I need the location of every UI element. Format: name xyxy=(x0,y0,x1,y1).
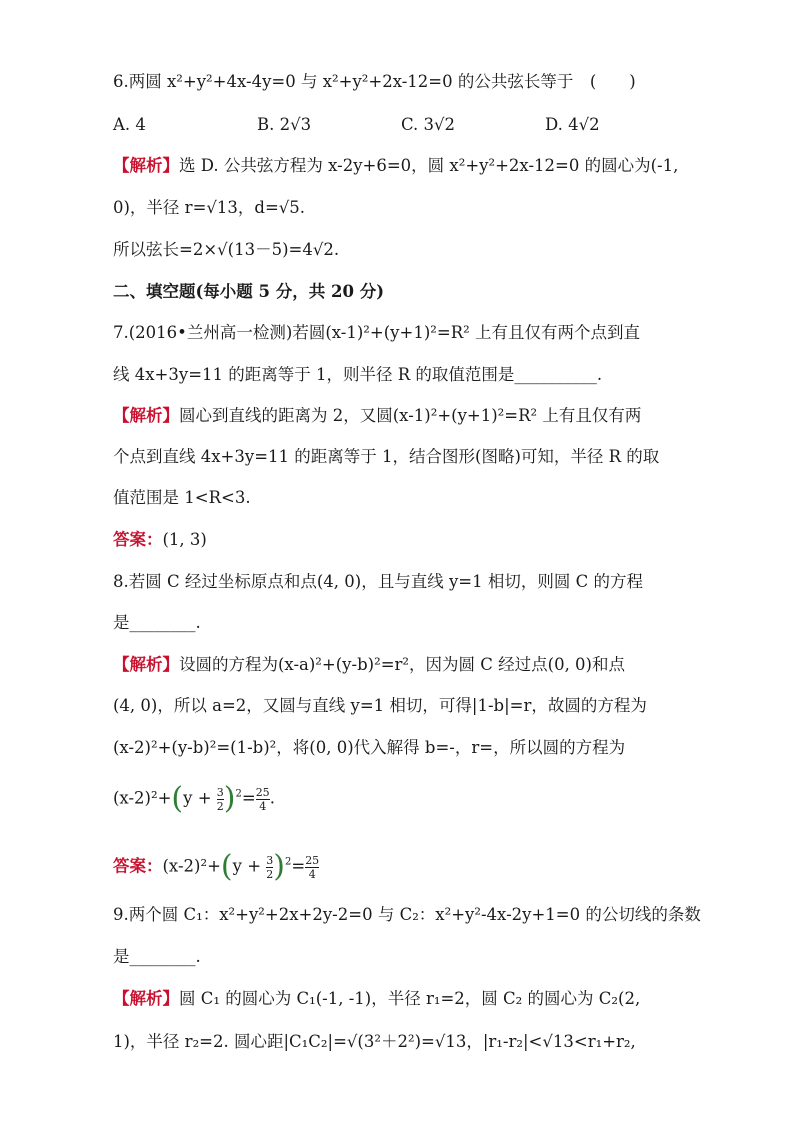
q8-solution-line-4: (x-2)²+(y + $\frac{3}{2}$ )$^2$= $\frac{25}{4}$ . xyxy=(113,781,275,816)
q9-solution-line-2: 1)，半径 r₂=2. 圆心距|C₁C₂|=√(3²＋2²)=√13，|r₁-r₂|<√13<r₁+r₂, xyxy=(113,1032,636,1051)
q8-solution-text-1: 设圆的方程为(x-a)²+(y-b)²=r²，因为圆 C 经过点(0, 0)和点 xyxy=(179,655,625,674)
q6-options xyxy=(113,114,689,136)
q6-option-a: A. 4 xyxy=(113,115,146,134)
q8-solution-line-3: (x-2)²+(y-b)²=(1-b)²，将(0, 0)代入解得 b=-，r=，所以圆的方程为 xyxy=(113,738,626,757)
q8-answer-prefix: (x-2)²+ xyxy=(162,856,221,876)
q8-answer: 答案：(x-2)²+(y + $\frac{3}{2}$ )$^2$= $\frac{25}{4}$ xyxy=(113,849,320,884)
q8-sol-rhs-fraction: $\frac{25}{4}$ xyxy=(255,785,270,813)
q8-analysis-tag: 【解析】 xyxy=(113,655,179,674)
q6-analysis-tag: 【解析】 xyxy=(113,156,179,175)
q7-solution-line-3: 值范围是 1<R<3. xyxy=(113,488,251,507)
q8-sol-fraction: $\frac{3}{2}$ xyxy=(216,785,224,813)
q7-solution-text-1: 圆心到直线的距离为 2，又圆(x-1)²+(y+1)²=R² 上有且仅有两 xyxy=(179,406,642,425)
q8-stem-line-1: 8.若圆 C 经过坐标原点和点(4, 0)，且与直线 y=1 相切，则圆 C 的方程 xyxy=(113,572,643,591)
q8-answer-rhs-fraction: $\frac{25}{4}$ xyxy=(305,853,320,881)
q8-solution-line-2: (4, 0)，所以 a=2，又圆与直线 y=1 相切，可得|1-b|=r，故圆的方程为 xyxy=(113,696,647,715)
q6-option-d: D. 4√2 xyxy=(545,115,600,134)
q6-solution-line-1 xyxy=(113,155,678,177)
q7-analysis-tag: 【解析】 xyxy=(113,406,179,425)
q7-answer-label: 答案： xyxy=(113,530,163,549)
q9-analysis-tag: 【解析】 xyxy=(113,989,179,1008)
q7-solution-line-1 xyxy=(113,405,641,427)
q6-solution-text-1: 选 D. 公共弦方程为 x-2y+6=0，圆 x²+y²+2x-12=0 的圆心为(-1, xyxy=(179,156,679,175)
q8-answer-label: 答案： xyxy=(113,856,163,876)
q6-option-b: B. 2√3 xyxy=(257,115,312,134)
q6-solution-line-2: 0)，半径 r=√13，d=√5. xyxy=(113,198,306,217)
q6-solution-line-3: 所以弦长=2×√(13－5)=4√2. xyxy=(113,240,340,259)
q7-stem-line-1: 7.(2016•兰州高一检测)若圆(x-1)²+(y+1)²=R² 上有且仅有两个点到直 xyxy=(113,323,640,342)
q9-solution-text-1: 圆 C₁ 的圆心为 C₁(-1, -1)，半径 r₁=2，圆 C₂ 的圆心为 C₂(2, xyxy=(179,989,641,1008)
q8-sol-equation-prefix: (x-2)²+ xyxy=(113,788,172,808)
q6-stem: 6.两圆 x²+y²+4x-4y=0 与 x²+y²+2x-12=0 的公共弦长等于 ( ) xyxy=(113,72,636,91)
q6-option-c: C. 3√2 xyxy=(401,115,456,134)
q7-stem-line-2: 线 4x+3y=11 的距离等于 1，则半径 R 的取值范围是__________. xyxy=(113,365,603,384)
q7-answer-value: (1, 3) xyxy=(162,530,207,549)
q7-answer xyxy=(113,529,207,551)
section-heading: 二、填空题(每小题 5 分，共 20 分) xyxy=(113,282,385,301)
q7-solution-line-2: 个点到直线 4x+3y=11 的距离等于 1，结合图形(图略)可知，半径 R 的取 xyxy=(113,447,660,466)
q9-stem-line-2: 是________. xyxy=(113,947,201,966)
q8-answer-fraction: $\frac{3}{2}$ xyxy=(266,853,274,881)
q8-stem-line-2: 是________. xyxy=(113,613,201,632)
q9-stem-line-1: 9.两个圆 C₁：x²+y²+2x+2y-2=0 与 C₂：x²+y²-4x-2y+1=0 的公切线的条数 xyxy=(113,905,701,924)
q8-solution-line-1 xyxy=(113,654,625,676)
q9-solution-line-1 xyxy=(113,988,640,1010)
